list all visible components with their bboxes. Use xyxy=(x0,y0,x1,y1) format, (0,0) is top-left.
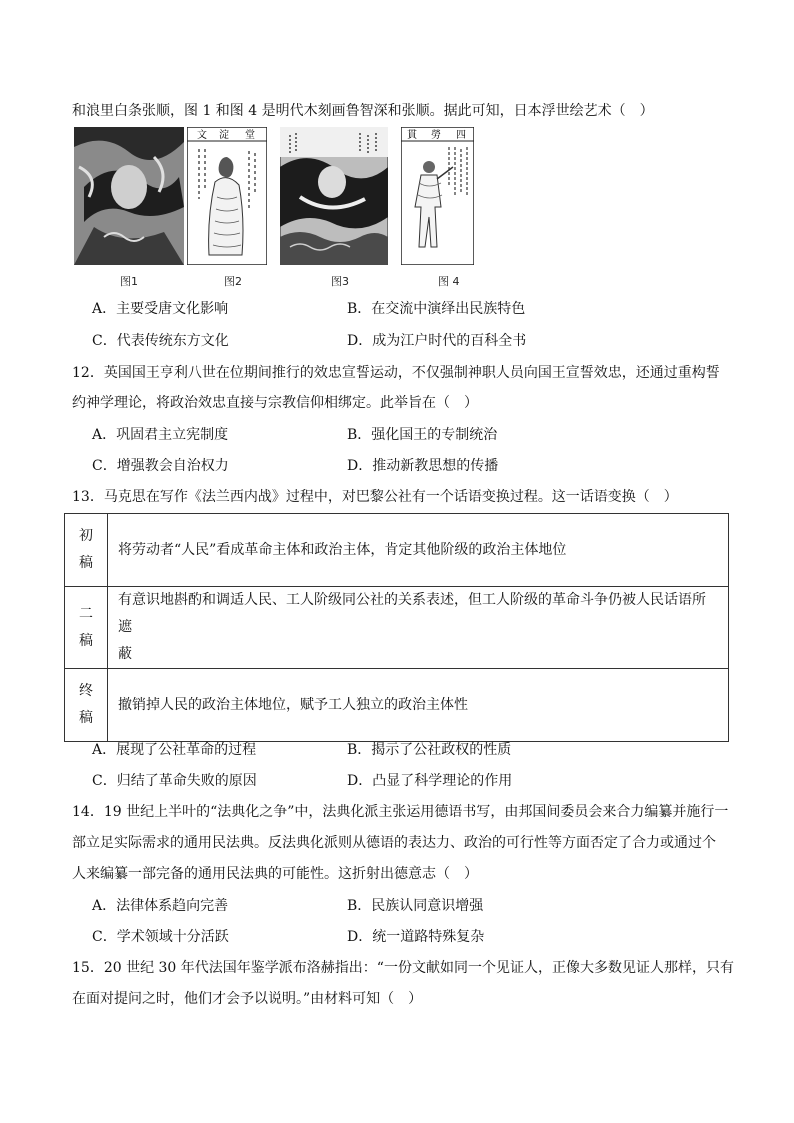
q12-option-a[interactable]: A．巩固君主立宪制度 xyxy=(92,427,229,443)
q13-drafts-table xyxy=(64,513,729,742)
q13-option-c[interactable]: C．归结了革命失败的原因 xyxy=(92,773,257,789)
q11-figures xyxy=(74,127,474,287)
svg-text:堂: 堂 xyxy=(245,130,255,141)
draft-text-final: 撤销掉人民的政治主体地位，赋予工人独立的政治主体性 xyxy=(108,669,729,742)
q13-option-d[interactable]: D．凸显了科学理论的作用 xyxy=(347,773,513,789)
q11-option-a[interactable]: A．主要受唐文化影响 xyxy=(92,301,229,317)
q13-stem: 13．马克思在写作《法兰西内战》过程中，对巴黎公社有一个话语变换过程。这一话语变换（ ） xyxy=(72,489,678,505)
q11-option-d[interactable]: D．成为江户时代的百科全书 xyxy=(347,333,527,349)
q11-option-c[interactable]: C．代表传统东方文化 xyxy=(92,333,229,349)
figure-4-woodblock-image xyxy=(401,127,474,265)
q11-stem-tail: 和浪里白条张顺，图 1 和图 4 是明代木刻画鲁智深和张顺。据此可知，日本浮世绘艺术（ ） xyxy=(72,103,654,119)
q12-option-b[interactable]: B．强化国王的专制统治 xyxy=(347,427,498,443)
q12-stem-line-1: 12．英国国王亨利八世在位期间推行的效忠宣誓运动，不仅强制神职人员向国王宣誓效忠，还通过重构誓 xyxy=(72,365,720,381)
figure-3-caption: 图3 xyxy=(331,275,349,288)
svg-text:淀: 淀 xyxy=(219,130,229,141)
q14-stem-line-1: 14．19 世纪上半叶的“法典化之争”中，法典化派主张运用德语书写，由邦国间委员会来合力编纂并施行一 xyxy=(72,804,729,820)
q14-stem-line-3: 人来编纂一部完备的通用民法典的可能性。这折射出德意志（ ） xyxy=(72,866,478,882)
q12-option-d[interactable]: D．推动新教思想的传播 xyxy=(347,458,499,474)
q14-option-c[interactable]: C．学术领域十分活跃 xyxy=(92,929,229,945)
draft-text-second: 有意识地斟酌和调适人民、工人阶级同公社的关系表述，但工人阶级的革命斗争仍被人民话语所遮 蔽 xyxy=(108,587,729,669)
figure-2-caption: 图2 xyxy=(224,275,242,288)
figure-4-caption: 图 4 xyxy=(438,275,460,288)
draft-label-second: 二 稿 xyxy=(65,587,108,669)
table-row xyxy=(65,587,729,669)
figure-2-woodblock-image xyxy=(187,127,267,265)
q14-option-b[interactable]: B．民族认同意识增强 xyxy=(347,898,484,914)
figure-3-woodblock-image xyxy=(280,127,388,265)
table-row xyxy=(65,514,729,587)
svg-text:貫: 貫 xyxy=(407,130,417,141)
q14-option-d[interactable]: D．统一道路特殊复杂 xyxy=(347,929,485,945)
q13-option-b[interactable]: B．揭示了公社政权的性质 xyxy=(347,742,512,758)
q12-option-c[interactable]: C．增强教会自治权力 xyxy=(92,458,229,474)
svg-text:四: 四 xyxy=(456,130,466,141)
draft-text-first: 将劳动者“人民”看成革命主体和政治主体，肯定其他阶级的政治主体地位 xyxy=(108,514,729,587)
draft-label-first: 初 稿 xyxy=(65,514,108,587)
figure-1-caption: 图1 xyxy=(120,275,138,288)
q12-stem-line-2: 约神学理论，将政治效忠直接与宗教信仰相绑定。此举旨在（ ） xyxy=(72,395,478,411)
q15-stem-line-2: 在面对提问之时，他们才会予以说明。”由材料可知（ ） xyxy=(72,991,423,1007)
draft-label-final: 终 稿 xyxy=(65,669,108,742)
figure-1-woodblock-image xyxy=(74,127,184,265)
q11-option-b[interactable]: B．在交流中演绎出民族特色 xyxy=(347,301,526,317)
svg-text:文: 文 xyxy=(197,130,207,141)
table-row xyxy=(65,669,729,742)
q15-stem-line-1: 15．20 世纪 30 年代法国年鉴学派布洛赫指出：“一份文献如同一个见证人，正像大多数见证人那样，只有 xyxy=(72,960,734,976)
q13-option-a[interactable]: A．展现了公社革命的过程 xyxy=(92,742,257,758)
q14-stem-line-2: 部立足实际需求的通用民法典。反法典化派则从德语的表达力、政治的可行性等方面否定了合力或通过个 xyxy=(72,835,716,851)
q14-option-a[interactable]: A．法律体系趋向完善 xyxy=(92,898,229,914)
svg-text:勞: 勞 xyxy=(431,130,441,141)
